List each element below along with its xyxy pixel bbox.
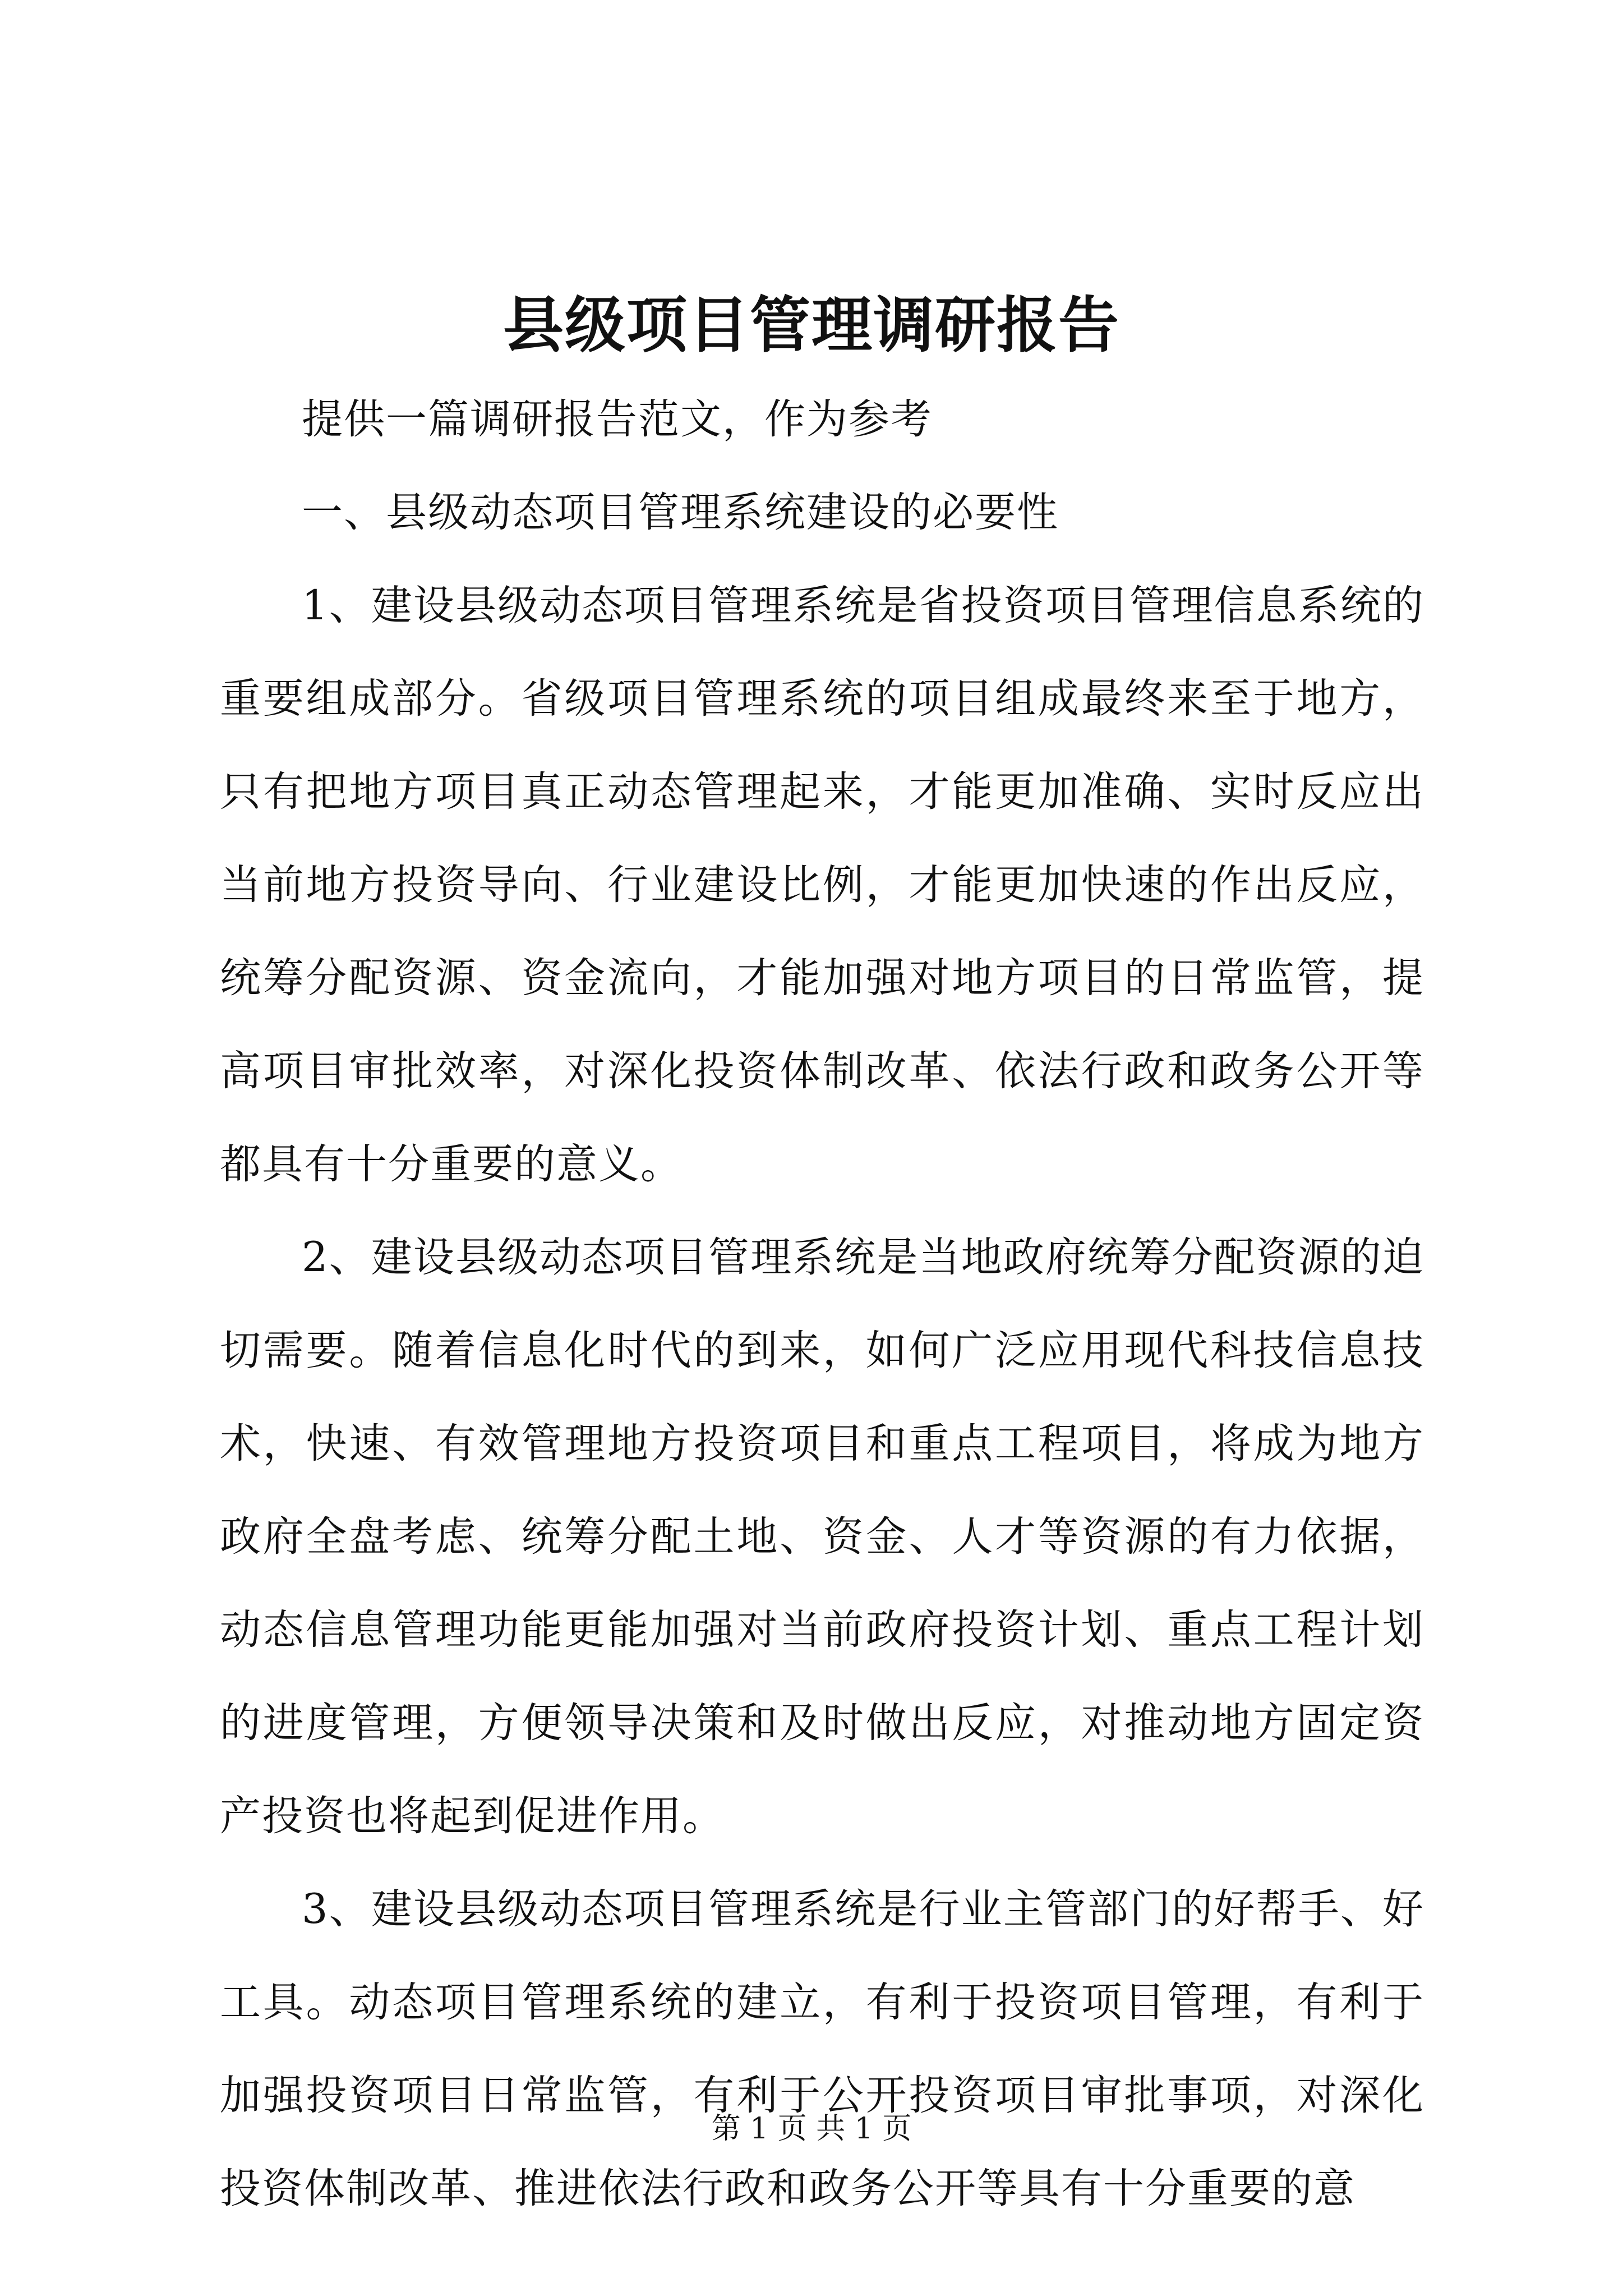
- document-body: [220, 373, 1424, 2235]
- body-paragraph-1: 1、建设县级动态项目管理系统是省投资项目管理信息系统的重要组成部分。省级项目管理系统的项目组成最终来至于地方，只有把地方项目真正动态管理起来，才能更加准确、实时反应出当前地方投资导向、行业建设比例，才能更加快速的作出反应，统筹分配资源、资金流向，才能加强对地方项目的日常监管，提高项目审批效率，对深化投资体制改革、依法行政和政务公开等都具有十分重要的意义。: [220, 582, 1424, 1188]
- page-footer: 第 1 页 共 1 页: [711, 2112, 912, 2146]
- body-paragraph-3: 3、建设县级动态项目管理系统是行业主管部门的好帮手、好工具。动态项目管理系统的建立，有利于投资项目管理，有利于加强投资项目日常监管，有利于公开投资项目审批事项，对深化投资体制改革、推进依法行政和政务公开等具有十分重要的意: [220, 1885, 1424, 2212]
- body-paragraph-2: 2、建设县级动态项目管理系统是当地政府统筹分配资源的迫切需要。随着信息化时代的到来，如何广泛应用现代科技信息技术，快速、有效管理地方投资项目和重点工程项目，将成为地方政府全盘考虑、统筹分配土地、资金、人才等资源的有力依据，动态信息管理功能更能加强对当前政府投资计划、重点工程计划的进度管理，方便领导决策和及时做出反应，对推动地方固定资产投资也将起到促进作用。: [220, 1234, 1424, 1840]
- intro-paragraph: 提供一篇调研报告范文，作为参考: [302, 395, 933, 443]
- section-heading: 一、县级动态项目管理系统建设的必要性: [302, 489, 1059, 536]
- document-title: 县级项目管理调研报告: [502, 290, 1120, 361]
